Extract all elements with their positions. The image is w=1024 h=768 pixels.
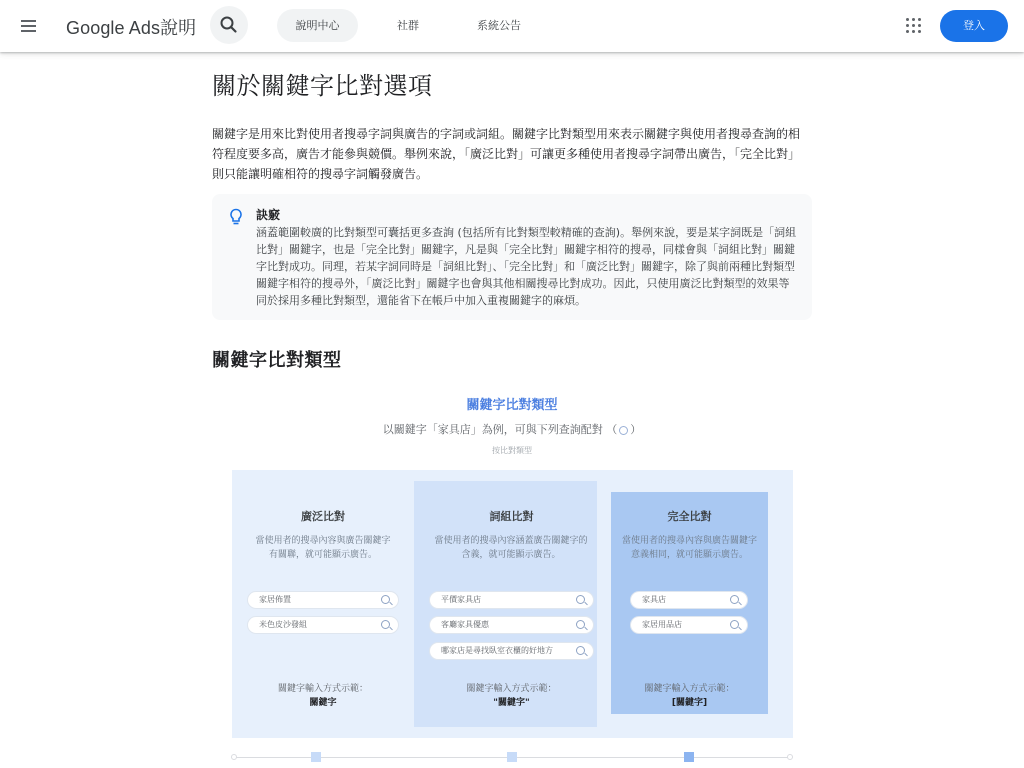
example-label: 關鍵字輸入方式示範： [644,684,735,694]
example-value: "關鍵字" [493,698,530,708]
tab-community[interactable]: 社群 [397,19,419,32]
search-icon [381,595,390,604]
search-icon [730,595,739,604]
menu-icon[interactable] [12,10,44,42]
search-icon [381,620,390,629]
example-label: 關鍵字輸入方式示範： [277,684,368,694]
query-pill[interactable]: 米色皮沙發組 [247,616,399,634]
query-pill[interactable]: 家具店 [630,591,748,609]
apps-grid-icon[interactable] [902,14,926,38]
search-icon [730,620,739,629]
phrase-match-heading: 詞組比對 [489,510,534,523]
example-label: 關鍵字輸入方式示範： [466,684,557,694]
page-title: 關於關鍵字比對選項 [212,72,433,100]
tip-text: 涵蓋範圍較廣的比對類型可囊括更多查詢 (包括所有比對類型較精確的查詢)。舉例來說，要是某字詞既是「詞組比對」關鍵字，也是「完全比對」關鍵字，凡是與「完全比對」關鍵字相符的搜尋，同樣會與「詞組比對」關鍵字比對成功。同理，若某字詞同時是「詞組比對」、「完全比對」和「廣泛比對」關鍵字，除了與前兩種比對類型關鍵字相符的搜尋外，「廣泛比對」關鍵字也會與其他相關搜尋比對成功。因此，只使用廣泛比對類型的效果等同於採用多種比對類型，還能省下在帳戶中加入重複關鍵字的麻煩。 [256,226,797,307]
sign-in-button[interactable]: 登入 [940,10,1008,42]
search-icon [576,595,585,604]
search-icon [576,620,585,629]
search-icon [619,426,628,435]
query-pill[interactable]: 哪家店是尋找臥室衣櫃的好地方 [429,642,594,660]
exact-match-description: 當使用者的搜尋內容與廣告關鍵字意義相同，就可能顯示廣告。 [622,536,758,560]
query-pill[interactable]: 家居用品店 [630,616,748,634]
infographic-title: 關鍵字比對類型 [466,398,558,413]
query-pill[interactable]: 家居佈置 [247,591,399,609]
section-title: 關鍵字比對類型 [212,350,342,371]
slider-stop-broad[interactable] [311,752,321,762]
broad-match-heading: 廣泛比對 [301,510,345,523]
subtitle-suffix: ） [630,423,642,436]
slider-stop-exact[interactable] [684,752,694,762]
query-pill[interactable]: 客廳家具優惠 [429,616,594,634]
phrase-match-description: 當使用者的搜尋內容涵蓋廣告關鍵字的含義，就可能顯示廣告。 [434,536,588,560]
slider-end-dot [231,754,237,760]
infographic-caption: 按比對類型 [492,446,532,455]
subtitle-prefix: 以關鍵字「家具店」為例，可與下列查詢配對 （ [382,423,618,436]
product-brand[interactable]: Google Ads說明 [66,18,197,38]
top-app-bar [0,0,1024,52]
tip-callout [212,194,812,320]
infographic-subtitle [212,421,812,437]
tip-title: 訣竅 [256,208,281,222]
broad-match-description: 當使用者的搜尋內容與廣告關鍵字有關聯，就可能顯示廣告。 [255,536,391,560]
exact-match-heading: 完全比對 [667,510,712,523]
query-pill[interactable]: 平價家具店 [429,591,594,609]
tab-help-center[interactable]: 說明中心 [277,9,358,42]
lightbulb-icon [228,208,244,226]
example-value: 關鍵字 [309,698,337,708]
search-icon [210,6,248,44]
search-icon [576,646,585,655]
intro-paragraph: 關鍵字是用來比對使用者搜尋字詞與廣告的字詞或詞組。關鍵字比對類型用來表示關鍵字與使用者搜尋查詢的相符程度要多高，廣告才能參與競價。舉例來說，「廣泛比對」可讓更多種使用者搜尋字詞帶出廣告，「完全比對」則只能讓明確相符的搜尋字詞觸發廣告。 [212,127,801,181]
example-value: [關鍵字] [671,698,708,708]
search-button[interactable] [210,6,248,44]
slider-stop-phrase[interactable] [507,752,517,762]
slider-end-dot [787,754,793,760]
tab-announcements[interactable]: 系統公告 [477,19,521,32]
